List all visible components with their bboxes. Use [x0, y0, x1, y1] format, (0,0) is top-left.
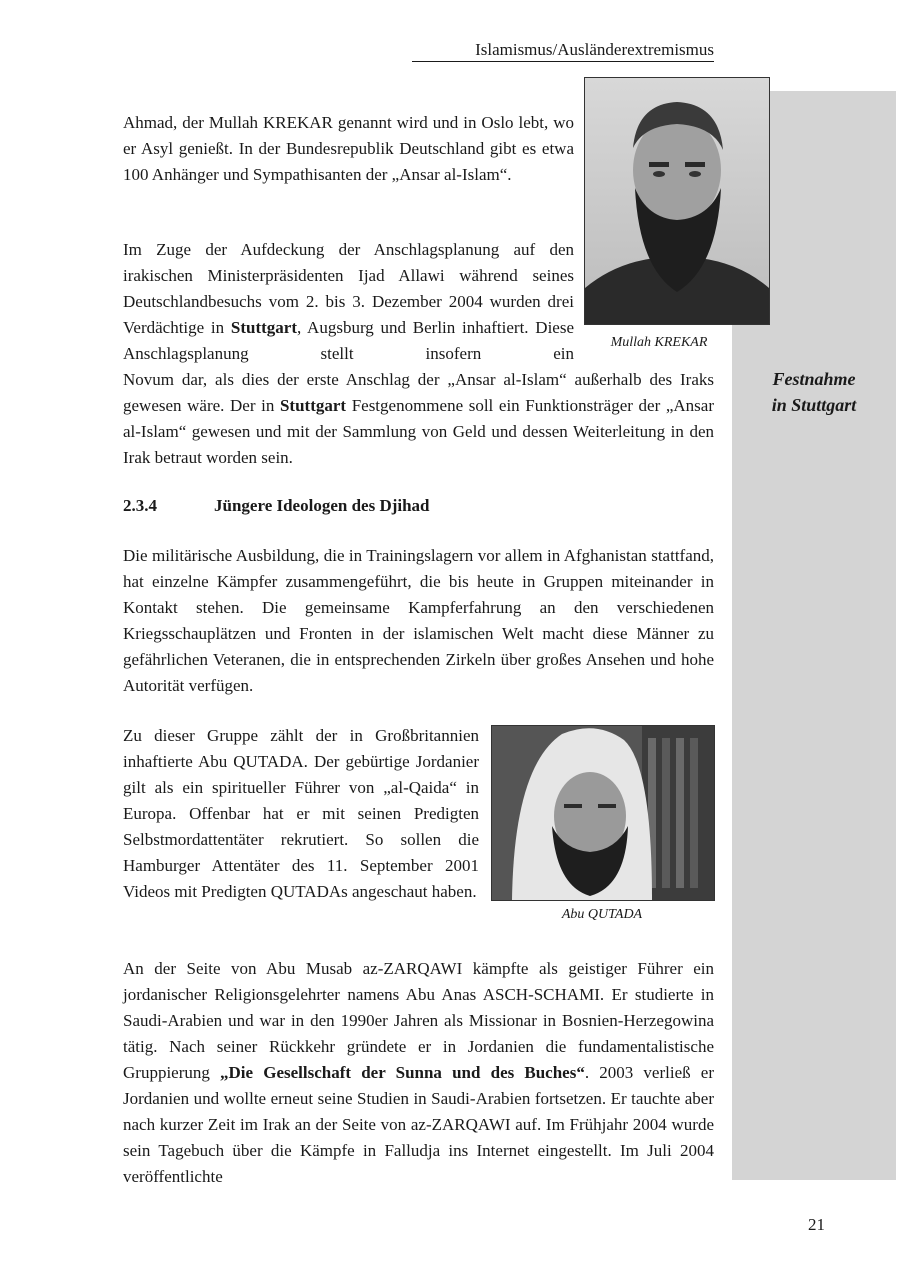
paragraph-5	[123, 956, 714, 1190]
photo-abu-qutada	[491, 725, 715, 901]
portrait-illustration	[585, 78, 769, 324]
photo-mullah-krekar	[584, 77, 770, 325]
running-header: Islamismus/Ausländerextremismus	[412, 40, 714, 62]
section-number: 2.3.4	[123, 496, 157, 515]
paragraph-2-text-d: Festgenommene soll ein Funktionsträger der „Ansar al-Islam“ gewesen und mit der Sammlung von Geld und dessen Weiterleitung in den Irak betraut worden sein.	[123, 396, 714, 467]
caption-abu-qutada: Abu QUTADA	[561, 907, 643, 922]
emphasis-stuttgart-2: Stuttgart	[279, 396, 347, 415]
margin-note	[744, 366, 884, 418]
paragraph-4: Zu dieser Gruppe zählt der in Großbritannien inhaftierte Abu QUTADA. Der gebürtige Jordanier gilt als ein spiritueller Führer von „al-Qaida“ in Europa. Offenbar hat er mit seinen Predigten Selbstmordattentäter rekrutiert. So sollen die Hamburger Attentäter des 11. September 2001 Videos mit Predigten QUTADAs angeschaut haben.	[123, 726, 479, 901]
margin-note-line-1: Festnahme	[772, 369, 856, 389]
paragraph-2-part-1	[123, 237, 574, 367]
page-number: 21	[808, 1215, 825, 1234]
paragraph-1: Ahmad, der Mullah KREKAR genannt wird und in Oslo lebt, wo er Asyl genießt. In der Bundesrepublik Deutschland gibt es etwa 100 Anhänger und Sympathisanten der „Ansar al-Islam“.	[123, 113, 574, 184]
margin-note-line-2: in Stuttgart	[771, 395, 857, 415]
paragraph-2-part-2	[123, 367, 714, 471]
caption-mullah-krekar: Mullah KREKAR	[610, 335, 708, 350]
section-title: Jüngere Ideologen des Djihad	[214, 496, 430, 515]
emphasis-stuttgart: Stuttgart	[230, 318, 297, 337]
emphasis-organization-name: „Die Gesellschaft der Sunna und des Buches“	[220, 1063, 585, 1082]
paragraph-2-text-b: , Augsburg und Berlin inhaftiert. Diese Anschlagsplanung stellt insofern ein	[123, 318, 575, 363]
paragraph-3: Die militärische Ausbildung, die in Trainingslagern vor allem in Afghanistan stattfand, hat einzelne Kämpfer zusammengeführt, die bis heute in Gruppen miteinander in Kontakt stehen. Die gemeinsame Kampferfahrung an den verschiedenen Kriegsschauplätzen und Fronten in der islamischen Welt macht diese Männer zu gefährlichen Veteranen, die in entsprechenden Zirkeln über großes Ansehen und hohe Autorität verfügen.	[123, 546, 714, 695]
paragraph-5-text-b: . 2003 verließ er Jordanien und wollte erneut seine Studien in Saudi-Arabien fortsetzen. Er tauchte aber nach kurzer Zeit im Irak an der Seite von az-ZARQAWI auf. Im Frühjahr 2004 wurde sein Tagebuch über die Kämpfe in Falludja ins Internet eingestellt. Im Juli 2004 veröffentlichte	[123, 1063, 714, 1186]
paragraph-2-text-c: Novum dar, als dies der erste Anschlag der „Ansar al-Islam“ außerhalb des Iraks gewesen wäre. Der in	[123, 370, 714, 415]
paragraph-2-text-a: Im Zuge der Aufdeckung der Anschlagsplanung auf den irakischen Ministerpräsidenten Ijad Allawi während seines Deutschlandbesuchs vom 2. bis 3. Dezember 2004 wurden drei Verdächtige in	[123, 240, 574, 337]
portrait-illustration	[492, 726, 714, 900]
paragraph-5-text-a: An der Seite von Abu Musab az-ZARQAWI kämpfte als geistiger Führer ein jordanischer Religionsgelehrter namens Abu Anas ASCH-SCHAMI. Er studierte in Saudi-Arabien und war in den 1990er Jahren als Missionar in Bosnien-Herzegowina tätig. Nach seiner Rückkehr gründete er in Jordanien die fundamentalistische Gruppierung	[123, 959, 714, 1082]
